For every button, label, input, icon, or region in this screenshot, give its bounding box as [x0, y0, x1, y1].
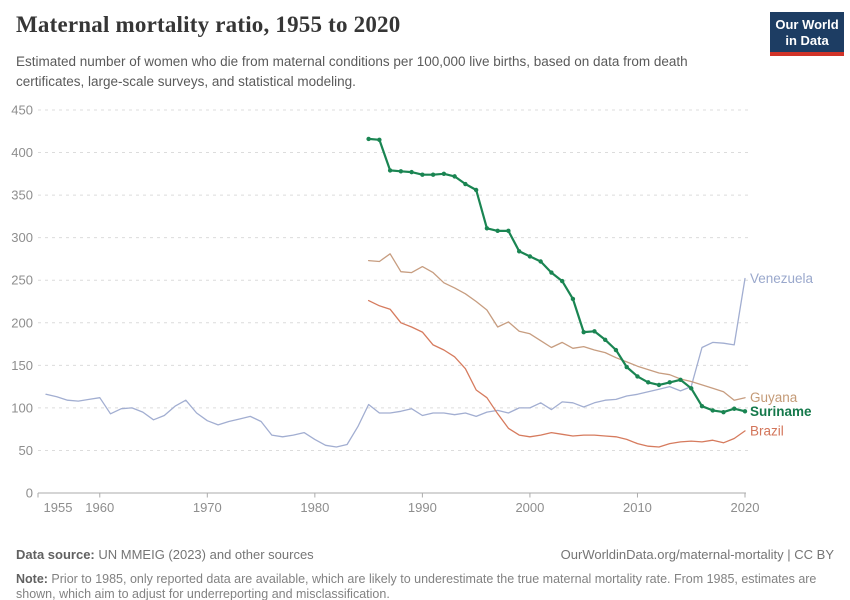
series-marker-suriname	[538, 259, 542, 263]
footer-note	[16, 572, 836, 600]
footer-source-row	[16, 547, 834, 562]
svg-text:200: 200	[11, 315, 33, 331]
svg-text:150: 150	[11, 357, 33, 373]
series-marker-suriname	[409, 170, 413, 174]
series-marker-suriname	[603, 338, 607, 342]
series-marker-suriname	[506, 229, 510, 233]
series-venezuela	[46, 271, 814, 447]
page-title: Maternal mortality ratio, 1955 to 2020	[16, 12, 401, 37]
x-axis	[38, 493, 759, 515]
svg-text:2000: 2000	[515, 500, 545, 515]
series-marker-suriname	[420, 172, 424, 176]
series-marker-suriname	[474, 188, 478, 192]
series-marker-suriname	[463, 182, 467, 186]
series-marker-suriname	[452, 174, 456, 178]
svg-text:400: 400	[11, 145, 33, 161]
note-text: Prior to 1985, only reported data are available, which are likely to underestimate the true maternal mortality rate. From 1985, estimates are shown, which aim to adjust for underreporting and misclassification.	[16, 572, 817, 600]
series-marker-suriname	[721, 410, 725, 414]
svg-text:0: 0	[25, 485, 33, 501]
svg-text:2020: 2020	[730, 500, 760, 515]
data-source-line	[16, 547, 314, 562]
svg-text:2010: 2010	[622, 500, 652, 515]
series-marker-suriname	[700, 404, 704, 408]
series-marker-suriname	[366, 137, 370, 141]
series-marker-suriname	[668, 380, 672, 384]
data-source-label: Data source:	[16, 547, 95, 562]
data-source-text: UN MMEIG (2023) and other sources	[94, 547, 314, 562]
series-marker-suriname	[743, 409, 747, 413]
svg-text:100: 100	[11, 400, 33, 416]
series-marker-suriname	[635, 374, 639, 378]
series-marker-suriname	[528, 254, 532, 258]
series-marker-suriname	[485, 226, 489, 230]
series-marker-suriname	[549, 270, 553, 274]
series-marker-suriname	[495, 229, 499, 233]
series-marker-suriname	[646, 380, 650, 384]
series-marker-suriname	[399, 169, 403, 173]
y-axis-labels	[11, 103, 33, 501]
series-marker-suriname	[678, 378, 682, 382]
svg-text:50: 50	[18, 442, 33, 458]
svg-text:1960: 1960	[85, 500, 115, 515]
series-marker-suriname	[689, 386, 693, 390]
series-label-suriname: Suriname	[750, 403, 812, 419]
chart-subtitle: Estimated number of women who die from maternal conditions per 100,000 live births, based on data from death certificates, large-scale surveys, and statistical modeling.	[16, 54, 688, 90]
svg-text:450: 450	[11, 102, 33, 118]
series-line-suriname	[369, 139, 745, 412]
svg-text:1980: 1980	[300, 500, 330, 515]
series-marker-suriname	[388, 168, 392, 172]
series-marker-suriname	[442, 172, 446, 176]
owid-logo-line2: in Data	[785, 33, 829, 48]
series-marker-suriname	[657, 383, 661, 387]
series-marker-suriname	[571, 297, 575, 301]
svg-text:250: 250	[11, 272, 33, 288]
series-marker-suriname	[614, 348, 618, 352]
series-line-venezuela	[46, 279, 745, 448]
series-label-venezuela: Venezuela	[750, 271, 814, 287]
series-marker-suriname	[625, 365, 629, 369]
series-label-guyana: Guyana	[750, 390, 798, 406]
series-marker-suriname	[711, 408, 715, 412]
svg-text:1955: 1955	[43, 500, 73, 515]
y-gridlines	[38, 110, 748, 450]
series-marker-suriname	[560, 279, 564, 283]
owid-url-link[interactable]: OurWorldinData.org/maternal-mortality | CC BY	[560, 547, 834, 562]
svg-text:350: 350	[11, 187, 33, 203]
owid-logo-line1: Our World	[775, 17, 839, 32]
series-marker-suriname	[732, 407, 736, 411]
series-marker-suriname	[581, 330, 585, 334]
series-suriname	[366, 137, 812, 419]
series-marker-suriname	[517, 249, 521, 253]
note-label: Note:	[16, 572, 48, 586]
svg-text:1990: 1990	[407, 500, 437, 515]
svg-text:300: 300	[11, 230, 33, 246]
series-marker-suriname	[377, 138, 381, 142]
svg-text:1970: 1970	[192, 500, 222, 515]
series-marker-suriname	[592, 329, 596, 333]
series-marker-suriname	[431, 172, 435, 176]
series-label-brazil: Brazil	[750, 423, 784, 439]
